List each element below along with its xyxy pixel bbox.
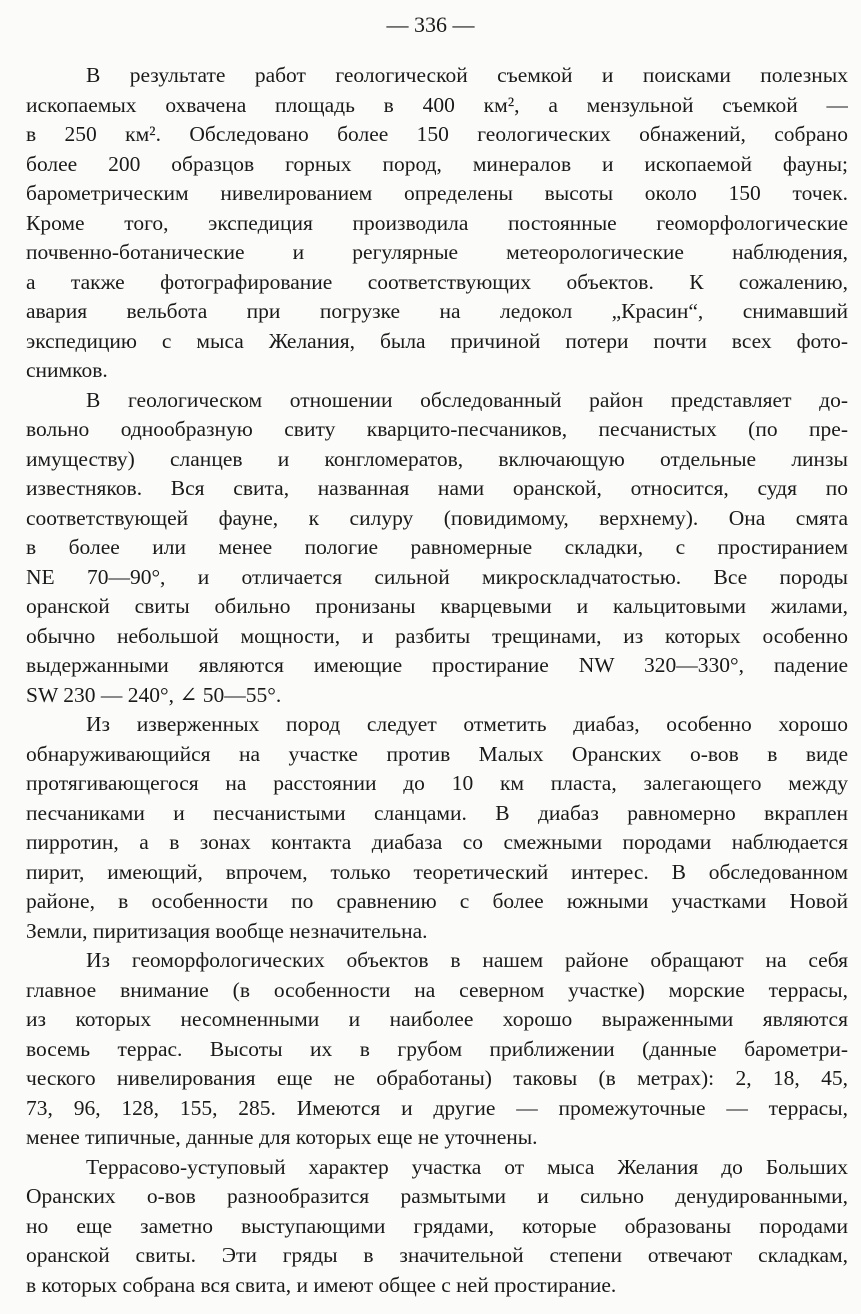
text-line: соответствующей фауне, к силуру (повидимому, верхнему). Она смята <box>26 505 848 530</box>
text-line: известняков. Вся свита, названная нами оранской, относится, судя по <box>26 476 848 500</box>
text-line: из которых несомненными и наиболее хорошо выраженными являются <box>26 1007 848 1031</box>
text-line: пирит, имеющий, впрочем, только теоретический интерес. В обследованном <box>26 859 848 884</box>
text-line: ископаемых охвачена площадь в 400 км², а мензульной съемкой — <box>26 92 848 117</box>
text-line: оранской свиты. Эти гряды в значительной степени отвечают складкам, <box>26 1243 848 1267</box>
text-line: обычно небольшой мощности, и разбиты трещинами, из которых особенно <box>26 623 848 648</box>
text-line: главное внимание (в особенности на северном участке) морские террасы, <box>26 977 848 1002</box>
text-line: SW 230 — 240°, ∠ 50—55°. <box>26 682 282 707</box>
text-line: барометрическим нивелированием определены высоты около 150 точек. <box>26 181 848 205</box>
paragraph <box>26 61 848 386</box>
text-line: В геологическом отношении обследованный район представляет до- <box>86 387 848 412</box>
text-line: Земли, пиритизация вообще незначительна. <box>26 918 428 943</box>
text-line: оранской свиты обильно пронизаны кварцевыми и кальцитовыми жилами, <box>26 594 848 618</box>
text-line: экспедицию с мыса Желания, была причиной потери почти всех фото- <box>26 328 848 353</box>
text-line: но еще заметно выступающими грядами, которые образованы породами <box>26 1213 848 1238</box>
text-line: авария вельбота при погрузке на ледокол „Красин“, снимавший <box>26 299 848 323</box>
text-line: в которых собрана вся свита, и имеют общее с ней простирание. <box>26 1272 617 1297</box>
text-line: более 200 образцов горных пород, минералов и ископаемой фауны; <box>26 151 848 176</box>
paragraph <box>26 710 848 946</box>
text-line: Оранских о-вов разнообразится размытыми и сильно денудированными, <box>26 1184 848 1208</box>
paragraph <box>26 946 848 1153</box>
text-line: вольно однообразную свиту кварцито-песчаников, песчанистых (по пре- <box>26 417 848 441</box>
text-line: почвенно-ботанические и регулярные метеорологические наблюдения, <box>26 240 848 264</box>
text-line: выдержанными являются имеющие простирание NW 320—330°, падение <box>26 653 848 677</box>
text-line: ческого нивелирования еще не обработаны) таковы (в метрах): 2, 18, 45, <box>26 1066 848 1090</box>
paragraph <box>26 386 848 711</box>
text-line: имуществу) сланцев и конгломератов, включающую отдельные линзы <box>26 446 848 471</box>
text-line: в 250 км². Обследовано более 150 геологических обнажений, собрано <box>26 122 848 146</box>
text-line: районе, в особенности по сравнению с более южными участками Новой <box>26 889 848 913</box>
text-line: В результате работ геологической съемкой и поисками полезных <box>86 63 848 87</box>
text-line: снимков. <box>26 358 108 382</box>
text-line: обнаруживающийся на участке против Малых Оранских о-вов в виде <box>26 741 848 766</box>
text-line: Кроме того, экспедиция производила постоянные геоморфологические <box>26 210 848 235</box>
text-line: пирротин, а в зонах контакта диабаза со смежными породами наблюдается <box>26 830 848 854</box>
text-line: в более или менее пологие равномерные складки, с простиранием <box>26 535 848 559</box>
text-line: 73, 96, 128, 155, 285. Имеются и другие — промежуточные — террасы, <box>26 1095 848 1120</box>
text-line: Из геоморфологических объектов в нашем районе обращают на себя <box>86 948 848 972</box>
text-line: восемь террас. Высоты их в грубом приближении (данные барометри- <box>26 1036 848 1061</box>
text-line: Из изверженных пород следует отметить диабаз, особенно хорошо <box>86 712 848 736</box>
paragraph <box>26 1153 848 1301</box>
body-text <box>26 61 848 1300</box>
text-line: протягивающегося на расстоянии до 10 км пласта, залегающего между <box>26 771 848 795</box>
page-number: — 336 — <box>386 12 475 37</box>
text-line: NE 70—90°, и отличается сильной микроскладчатостью. Все породы <box>26 564 848 589</box>
text-line: песчаниками и песчанистыми сланцами. В диабаз равномерно вкраплен <box>26 800 848 825</box>
text-line: а также фотографирование соответствующих объектов. К сожалению, <box>26 269 848 294</box>
text-line: менее типичные, данные для которых еще не уточнены. <box>26 1125 538 1149</box>
text-line: Террасово-уступовый характер участка от мыса Желания до Больших <box>86 1154 848 1179</box>
